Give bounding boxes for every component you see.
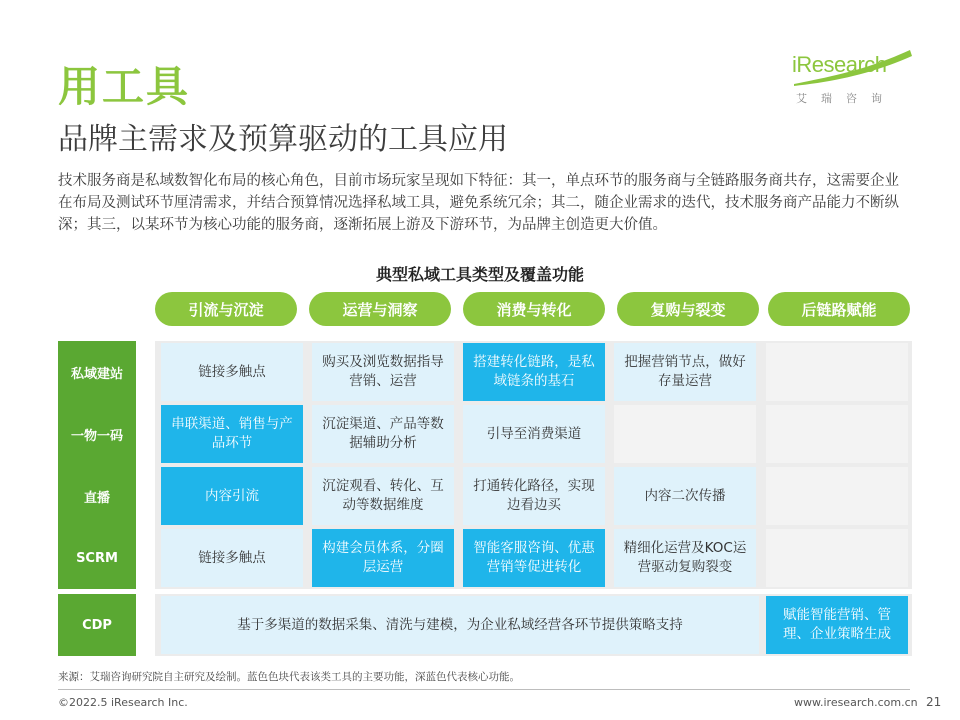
table-cell bbox=[614, 405, 756, 463]
table-cell: 智能客服咨询、优惠营销等促进转化 bbox=[463, 529, 605, 587]
copyright: ©2022.5 iResearch Inc. bbox=[58, 696, 188, 709]
row-header-scrm: SCRM bbox=[58, 527, 136, 589]
table-cell bbox=[766, 343, 908, 401]
table-cell: 构建会员体系，分圈层运营 bbox=[312, 529, 454, 587]
table-cell: 沉淀观看、转化、互动等数据维度 bbox=[312, 467, 454, 525]
table-cell: 把握营销节点，做好存量运营 bbox=[614, 343, 756, 401]
page-number: 21 bbox=[926, 695, 942, 709]
table-cell: 链接多触点 bbox=[161, 343, 303, 401]
column-header-运营与洞察: 运营与洞察 bbox=[309, 292, 451, 326]
table-cell bbox=[766, 467, 908, 525]
column-header-后链路赋能: 后链路赋能 bbox=[768, 292, 910, 326]
table-cell: 赋能智能营销、管理、企业策略生成 bbox=[766, 596, 908, 654]
table-title: 典型私域工具类型及覆盖功能 bbox=[375, 265, 584, 284]
table-cell bbox=[766, 529, 908, 587]
table-cell: 打通转化路径，实现边看边买 bbox=[463, 467, 605, 525]
column-header-消费与转化: 消费与转化 bbox=[463, 292, 605, 326]
table-cell: 内容引流 bbox=[161, 467, 303, 525]
column-header-引流与沉淀: 引流与沉淀 bbox=[155, 292, 297, 326]
table-cell bbox=[766, 405, 908, 463]
table-cell: 精细化运营及KOC运营驱动复购裂变 bbox=[614, 529, 756, 587]
logo-brand-text: iResearch bbox=[792, 52, 887, 77]
table-cell-span: 基于多渠道的数据采集、清洗与建模，为企业私域经营各环节提供策略支持 bbox=[161, 596, 759, 654]
row-header-cdp: CDP bbox=[58, 594, 136, 656]
table-cell: 购买及浏览数据指导营销、运营 bbox=[312, 343, 454, 401]
page-title: 用工具 bbox=[58, 62, 191, 111]
intro-paragraph: 技术服务商是私域数智化布局的核心角色，目前市场玩家呈现如下特征：其一，单点环节的服务商与全链路服务商共存，这需要企业在布局及测试环节厘清需求，并结合预算情况选择私域工具，避免系统冗余；其二，随企业需求的迭代，技术服务商产品能力不断纵深；其三，以某环节为核心功能的服务商，逐渐拓展上游及下游环节，为品牌主创造更大价值。 bbox=[58, 173, 899, 233]
source-note: 来源：艾瑞咨询研究院自主研究及绘制。蓝色色块代表该类工具的主要功能，深蓝色代表核心功能。 bbox=[58, 671, 520, 683]
table-cell: 沉淀渠道、产品等数据辅助分析 bbox=[312, 405, 454, 463]
column-header-复购与裂变: 复购与裂变 bbox=[617, 292, 759, 326]
table-cell: 内容二次传播 bbox=[614, 467, 756, 525]
table-cell: 搭建转化链路，是私域链条的基石 bbox=[463, 343, 605, 401]
website: www.iresearch.com.cn bbox=[794, 696, 918, 709]
table-cell: 引导至消费渠道 bbox=[463, 405, 605, 463]
row-header-私域建站: 私域建站 bbox=[58, 341, 136, 403]
row-header-一物一码: 一物一码 bbox=[58, 403, 136, 465]
logo-cn-text: 艾瑞咨询 bbox=[796, 92, 896, 105]
iresearch-logo bbox=[792, 48, 912, 112]
table-cell: 串联渠道、销售与产品环节 bbox=[161, 405, 303, 463]
footer-divider bbox=[58, 689, 910, 690]
table-cell: 链接多触点 bbox=[161, 529, 303, 587]
page-subtitle: 品牌主需求及预算驱动的工具应用 bbox=[58, 122, 508, 157]
row-header-直播: 直播 bbox=[58, 465, 136, 527]
